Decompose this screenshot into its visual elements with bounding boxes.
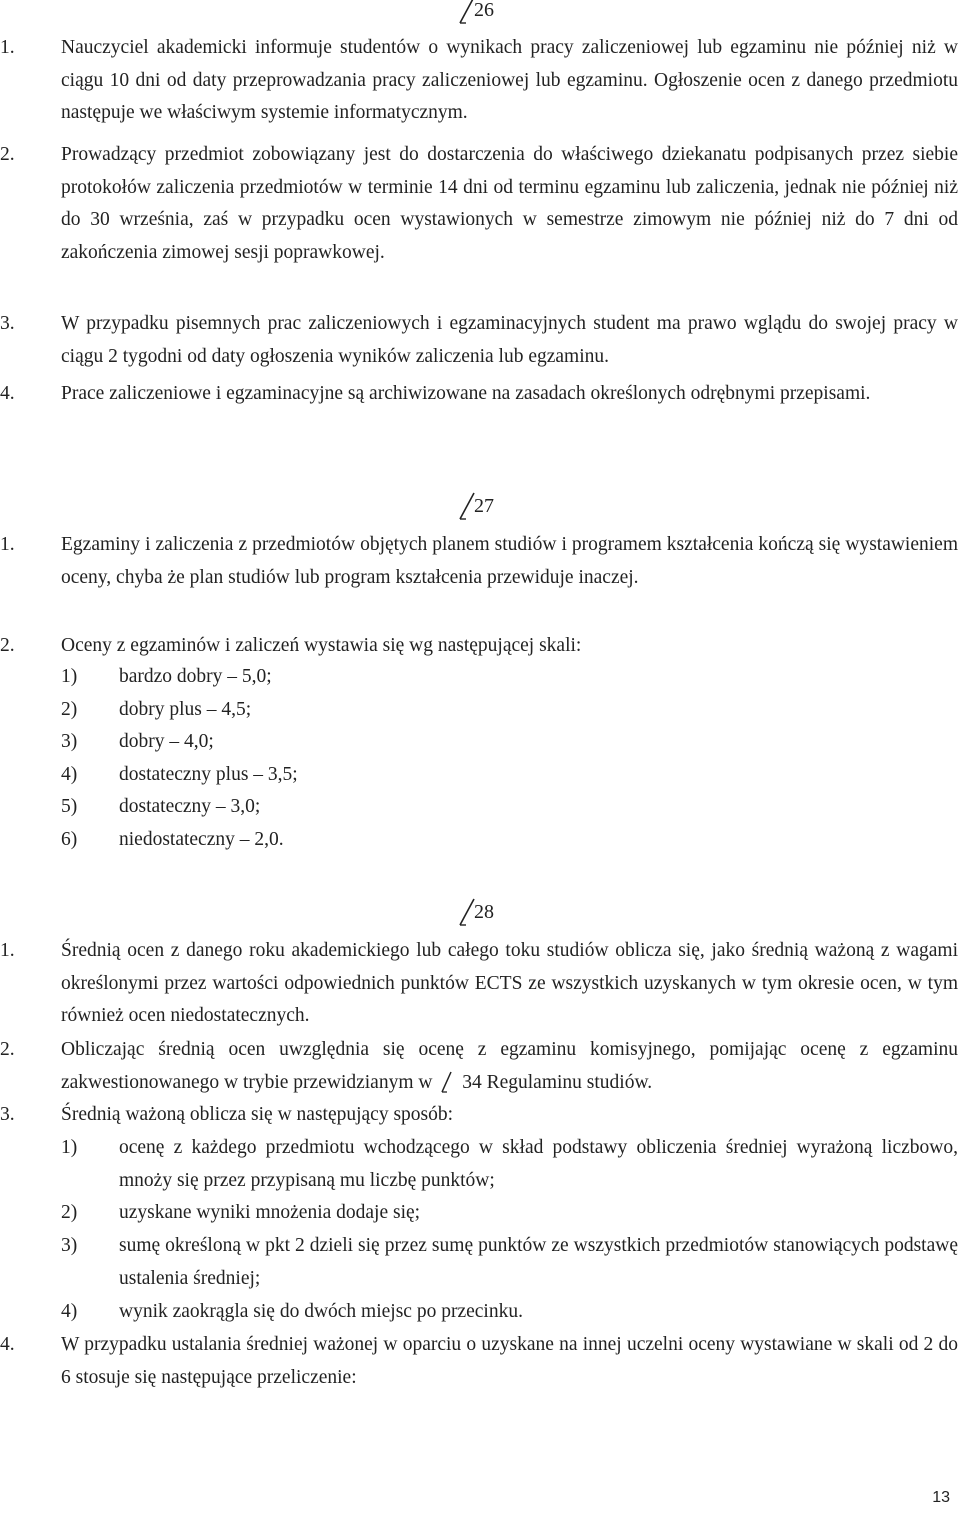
calculation-step-item [0,1296,958,1329]
paragraph-text: Prace zaliczeniowe i egzaminacyjne są archiwizowane na zasadach określonych odrębnymi przepisami. [61,383,871,404]
paragraph-text-part: 34 Regulaminu studiów. [462,1071,653,1093]
item-number: 5) [61,796,78,817]
item-text: niedostateczny – 2,0. [119,829,284,850]
paragraph-number: 1. [0,534,15,555]
item-text: dobry – 4,0; [119,731,214,752]
paragraph-text: Egzaminy i zaliczenia z przedmiotów objętych planem studiów i programem kształcenia kończą się wystawieniem oceny, chyba że plan studiów lub program kształcenia przewiduje inaczej. [61,534,958,588]
paragraph-text: Nauczyciel akademicki informuje studentów o wynikach pracy zaliczeniowej lub egzaminu nie później niż w ciągu 10 dni od daty przeprowadzania pracy zaliczeniowej lub egzaminu. Ogłoszenie ocen z danego przedmiotu następuje we właściwym systemie informatycznym. [61,37,958,123]
item-number: 1) [61,1137,78,1158]
item-text: dobry plus – 4,5; [119,699,252,720]
paragraph-26-2 [0,139,958,269]
paragraph-27-1 [0,529,958,594]
section-number: 27 [474,495,494,517]
paragraph-27-2 [0,630,958,663]
item-text: dostateczny plus – 3,5; [119,764,298,785]
paragraph-number: 4. [0,1334,15,1355]
grade-scale-item [0,759,958,792]
grade-scale-item [0,824,958,857]
calculation-step-item [0,1197,958,1230]
section-heading-26 [430,0,550,26]
paragraph-text-part: Obliczając średnią ocen uwzględnia się ocenę z egzaminu komisyjnego, pomijając ocenę z egzaminu zakwestionowanego w trybie przewidzianym w [61,1039,958,1093]
paragraph-number: 2. [0,144,15,165]
section-number: 28 [474,901,494,923]
grade-scale-item [0,694,958,727]
item-number: 1) [61,666,78,687]
item-text: bardzo dobry – 5,0; [119,666,272,687]
item-number: 6) [61,829,78,850]
grade-scale-item [0,726,958,759]
section-heading-28 [430,896,550,928]
item-number: 2) [61,699,78,720]
paragraph-28-2 [0,1034,958,1099]
paragraph-text: Średnią ważoną oblicza się w następujący sposób: [61,1104,454,1125]
paragraph-26-4 [0,378,958,411]
paragraph-text: Oceny z egzaminów i zaliczeń wystawia się wg następującej skali: [61,635,582,656]
paragraph-26-1 [0,32,958,130]
paragraph-text: W przypadku ustalania średniej ważonej w oparciu o uzyskane na innej uczelni oceny wystawiane w skali od 2 do 6 stosuje się następujące przeliczenie: [61,1334,958,1388]
section-sign-icon [439,1070,453,1094]
paragraph-number: 2. [0,635,15,656]
paragraph-number: 4. [0,383,15,404]
item-text: dostateczny – 3,0; [119,796,261,817]
item-text: uzyskane wyniki mnożenia dodaje się; [119,1202,421,1223]
paragraph-text: Średnią ocen z danego roku akademickiego lub całego toku studiów oblicza się, jako średnią ważoną z wagami określonymi przez wartości odpowiednich punktów ECTS ze wszystkich uzyskanych w tym okresie ocen, w tym również ocen niedostatecznych. [61,940,958,1026]
calculation-step-item [0,1230,958,1295]
paragraph-number: 3. [0,313,15,334]
item-number: 4) [61,1301,78,1322]
paragraph-number: 3. [0,1104,15,1125]
paragraph-number: 2. [0,1039,15,1060]
paragraph-26-3 [0,308,958,373]
item-number: 4) [61,764,78,785]
item-text: sumę określoną w pkt 2 dzieli się przez sumę punktów ze wszystkich przedmiotów stanowiących podstawę ustalenia średniej; [119,1235,958,1289]
paragraph-number: 1. [0,37,15,58]
grade-scale-item [0,791,958,824]
item-number: 3) [61,731,78,752]
paragraph-text: W przypadku pisemnych prac zaliczeniowych i egzaminacyjnych student ma prawo wglądu do swojej pracy w ciągu 2 tygodni od daty ogłoszenia wyników zaliczenia lub egzaminu. [61,313,958,367]
item-text: ocenę z każdego przedmiotu wchodzącego w skład podstawy obliczenia średniej wyrażoną liczbowo, mnoży się przez przypisaną mu liczbę punktów; [119,1137,958,1191]
paragraph-number: 1. [0,940,15,961]
calculation-step-item [0,1132,958,1197]
item-number: 3) [61,1235,78,1256]
section-heading-27 [430,490,550,522]
item-number: 2) [61,1202,78,1223]
page-number: 13 [932,1489,950,1506]
grade-scale-item [0,661,958,694]
item-text: wynik zaokrągla się do dwóch miejsc po przecinku. [119,1301,523,1322]
paragraph-text [61,1034,958,1099]
paragraph-28-1 [0,935,958,1033]
paragraph-28-3 [0,1099,958,1132]
paragraph-text: Prowadzący przedmiot zobowiązany jest do dostarczenia do właściwego dziekanatu podpisanych przez siebie protokołów zaliczenia przedmiotów w terminie 14 dni od terminu egzaminu lub zaliczenia, jednak nie później niż do 30 września, zaś w przypadku ocen wystawionych w semestrze zimowym nie później niż do 7 dni od zakończenia zimowej sesji poprawkowej. [61,144,958,263]
paragraph-28-4 [0,1329,958,1394]
section-number: 26 [474,0,494,21]
